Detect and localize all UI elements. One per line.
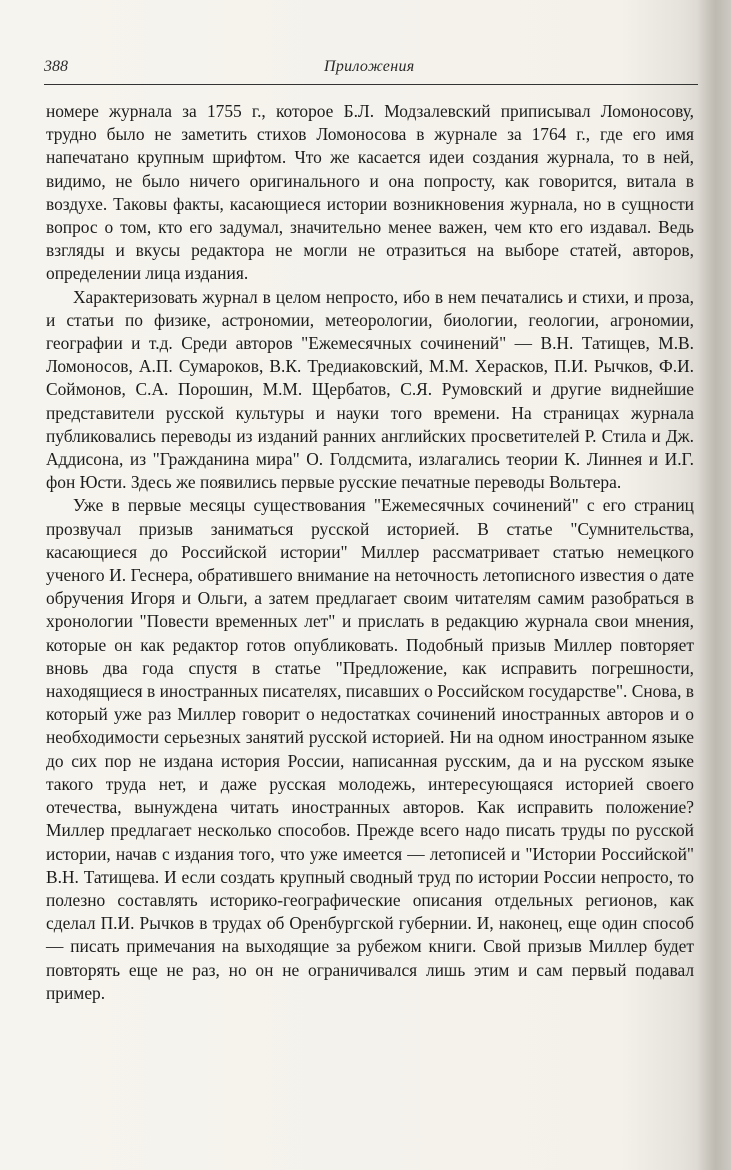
section-title: Приложения: [324, 58, 415, 75]
paragraph-continued: номере журнала за 1755 г., которое Б.Л. Модзалевский приписывал Ломоносову, трудно было не заметить стихов Ломоносова в журнале за 1764 г., где его имя напечатано крупным шрифтом. Что же касается идеи создания журнала, то в ней, видимо, не было ничего оригинального и она попросту, как говорится, витала в воздухе. Таковы факты, касающиеся истории возникновения журнала, но в сущности вопрос о том, кто его задумал, значительно менее важен, чем кто его издавал. Ведь взгляды и вкусы редактора не могли не отразиться на выборе статей, авторов, определении лица издания.: [46, 101, 694, 284]
header-rule: [44, 84, 698, 85]
page-number: 388: [44, 58, 68, 75]
running-header: [44, 58, 696, 82]
paragraph-journal-content: Характеризовать журнал в целом непросто, ибо в нем печатались и стихи, и проза, и статьи по физике, астрономии, метеорологии, биологии, геологии, агрономии, географии и т.д. Среди авторов "Ежемесячных сочинений" — В.Н. Татищев, М.В. Ломоносов, А.П. Сумароков, В.К. Тредиаковский, М.М. Херасков, П.И. Рычков, Ф.И. Соймонов, С.А. Порошин, М.М. Щербатов, С.Я. Румовский и другие виднейшие представители русской культуры и науки того времени. На страницах журнала публиковались переводы из изданий ранних английских просветителей Р. Стила и Дж. Аддисона, из "Гражданина мира" О. Голдсмита, излагались теории К. Линнея и И.Г. фон Юсти. Здесь же появились первые русские печатные переводы Вольтера.: [46, 286, 694, 493]
paragraph-miller-appeal: Уже в первые месяцы существования "Ежемесячных сочинений" с его страниц прозвучал призыв заниматься русской историей. В статье "Сумнительства, касающиеся до Российской истории" Миллер рассматривает статью немецкого ученого И. Геснера, обратившего внимание на неточность летописного известия о дате обручения Игоря и Ольги, а затем предлагает своим читателям самим разобраться в хронологии "Повести временных лет" и прислать в редакцию журнала свои мнения, которые он как редактор готов опубликовать. Подобный призыв Миллер повторяет вновь два года спустя в статье "Предложение, как исправить погрешности, находящиеся в иностранных писателях, писавших о Российском государстве". Снова, в который уже раз Миллер говорит о недостатках сочинений иностранных авторов и о необходимости серьезных занятий русской историей. Ни на одном иностранном языке до сих пор не издана история России, написанная русским, да и на русском языке такого труда нет, и даже русская молодежь, интересующаяся историей своего отечества, вынуждена читать иностранных авторов. Как исправить положение? Миллер предлагает несколько способов. Прежде всего надо писать труды по русской истории, начав с издания того, что уже имеется — летописей и "Истории Российской" В.Н. Татищева. И если создать крупный сводный труд по истории России непросто, то полезно составлять историко-географические описания отдельных регионов, как сделал П.И. Рычков в трудах об Оренбургской губернии. И, наконец, еще один способ — писать примечания на выходящие за рубежом книги. Свой призыв Миллер будет повторять еще не раз, но он не ограничивался лишь этим и сам первый подавал пример.: [46, 495, 694, 1003]
body-text: [46, 100, 694, 1005]
binding-shadow: [697, 0, 731, 1170]
